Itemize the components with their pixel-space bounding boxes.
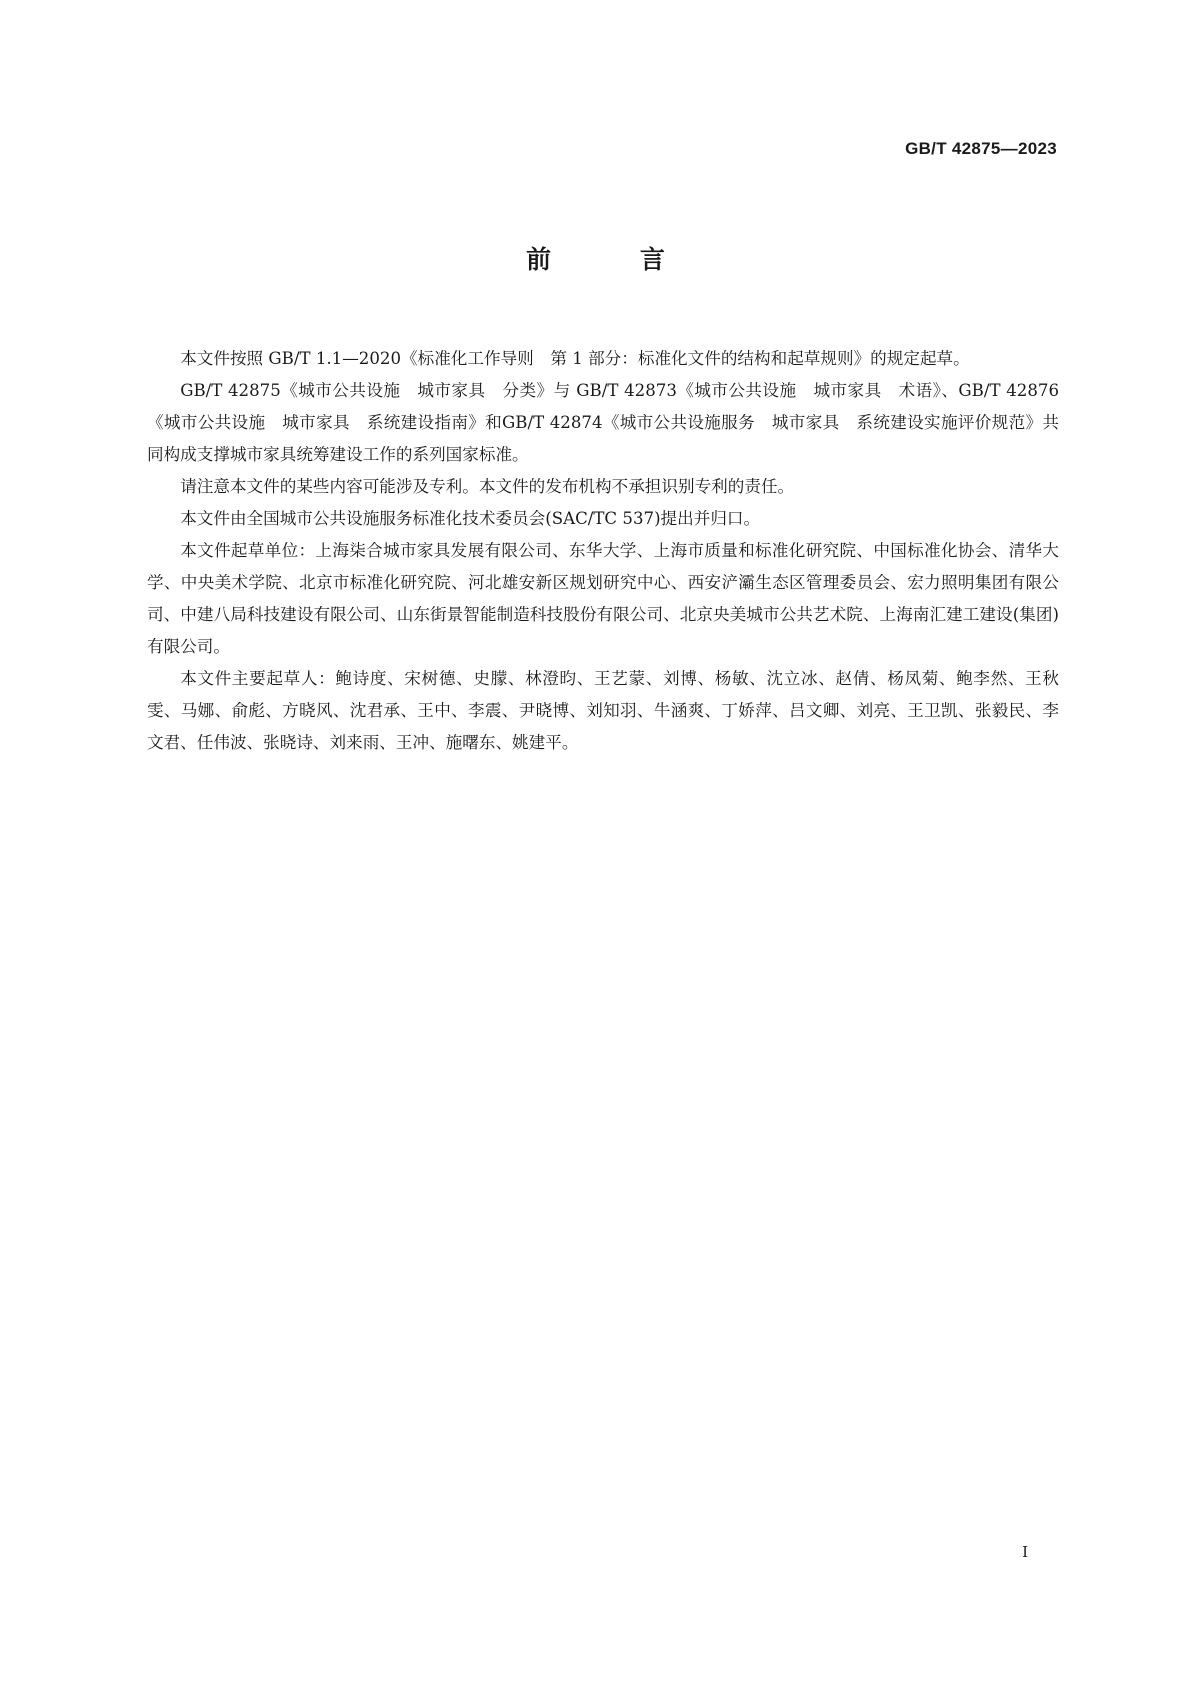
foreword-body xyxy=(147,343,1059,759)
paragraph-patent-notice: 请注意本文件的某些内容可能涉及专利。本文件的发布机构不承担识别专利的责任。 xyxy=(180,477,795,496)
paragraph-related-standards: GB/T 42875《城市公共设施 城市家具 分类》与 GB/T 42873《城市公共设施 城市家具 术语》、GB/T 42876《城市公共设施 城市家具 系统建设指南》和GB/T 42874《城市公共设施服务 城市家具 系统建设实施评价规范》共同构成支撑城市家具统筹建设工作的系列国家标准。 xyxy=(147,381,1059,464)
standard-code: GB/T 42875—2023 xyxy=(905,139,1057,158)
page-title: 前 言 xyxy=(526,245,705,274)
page-number: I xyxy=(1022,1543,1028,1561)
paragraph-drafting-rules: 本文件按照 GB/T 1.1—2020《标准化工作导则 第 1 部分：标准化文件的结构和起草规则》的规定起草。 xyxy=(180,349,970,368)
paragraph-drafting-units: 本文件起草单位：上海柒合城市家具发展有限公司、东华大学、上海市质量和标准化研究院、中国标准化协会、清华大学、中央美术学院、北京市标准化研究院、河北雄安新区规划研究中心、西安浐灞生态区管理委员会、宏力照明集团有限公司、中建八局科技建设有限公司、山东街景智能制造科技股份有限公司、北京央美城市公共艺术院、上海南汇建工建设(集团)有限公司。 xyxy=(147,541,1059,656)
paragraph-proposer: 本文件由全国城市公共设施服务标准化技术委员会(SAC/TC 537)提出并归口。 xyxy=(180,509,761,528)
paragraph-drafters: 本文件主要起草人：鲍诗度、宋树德、史朦、林澄昀、王艺蒙、刘博、杨敏、沈立冰、赵倩、杨凤菊、鲍李然、王秋雯、马娜、俞彪、方晓风、沈君承、王中、李震、尹晓博、刘知羽、牛涵爽、丁娇萍、吕文卿、刘亮、王卫凯、张毅民、李文君、任伟波、张晓诗、刘来雨、王冲、施曙东、姚建平。 xyxy=(147,669,1059,752)
